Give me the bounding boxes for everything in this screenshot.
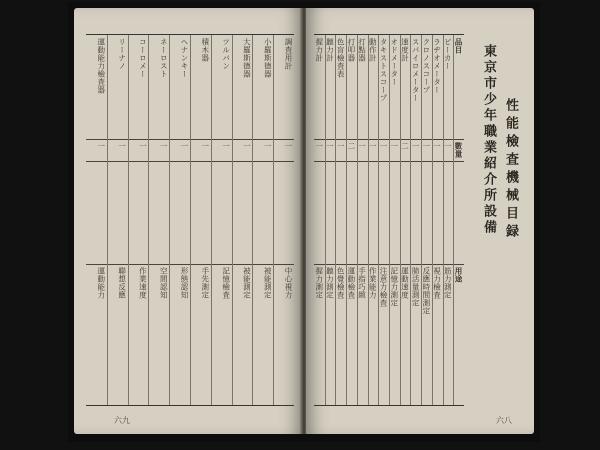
- right-folio: 六八: [496, 416, 512, 425]
- cell-use: 筋力測定: [443, 267, 453, 300]
- cell-use: 被能測定: [242, 267, 252, 300]
- cell-use: 運動速度: [400, 267, 410, 300]
- cell-name: ラヂオメーター: [432, 38, 442, 94]
- cell-name: 大羅斯德器: [242, 38, 252, 78]
- column-divider: [273, 35, 274, 405]
- cell-count: 一: [443, 141, 453, 150]
- cell-count: 一: [314, 141, 324, 150]
- cell-count: 一: [336, 141, 346, 150]
- cell-use: 作業能力: [368, 267, 378, 300]
- title-line-2: 性能檢査機械目録: [503, 98, 518, 242]
- cell-name: 小羅斯德器: [263, 38, 273, 78]
- cell-name: 速度計: [400, 38, 410, 62]
- cell-name: ツルバン: [221, 38, 231, 70]
- cell-name: 色盲檢査表: [336, 38, 346, 78]
- cell-name: タキストスコープ: [378, 38, 388, 102]
- cell-name: 調査用計: [283, 38, 293, 70]
- column-divider: [128, 35, 129, 405]
- cell-name: ビーカー: [443, 38, 453, 70]
- cell-name: ヘナンキー: [179, 38, 189, 78]
- column-divider: [232, 35, 233, 405]
- column-divider: [169, 35, 170, 405]
- column-divider: [389, 35, 390, 405]
- column-divider: [148, 35, 149, 405]
- cell-name: 運動能力檢査器: [96, 38, 106, 94]
- header-use: 用途: [453, 267, 463, 284]
- cell-count: 一: [389, 141, 399, 150]
- cell-use: 記憶力測定: [389, 267, 399, 308]
- cell-count: 一: [179, 141, 189, 150]
- cell-name: スパイロメーター: [411, 38, 421, 102]
- cell-count: 一: [283, 141, 293, 150]
- column-divider: [400, 35, 401, 405]
- cell-name: オドメーター: [389, 38, 399, 86]
- cell-count: 一: [263, 141, 273, 150]
- cell-use: 空間認知: [159, 267, 169, 300]
- cell-name: クロノスコープ: [421, 38, 431, 94]
- cell-use: 肺活量測定: [411, 267, 421, 308]
- cell-count: 一: [242, 141, 252, 150]
- column-divider: [107, 35, 108, 405]
- cell-count: 一: [159, 141, 169, 150]
- cell-use: 作業速度: [138, 267, 148, 300]
- column-divider: [335, 35, 336, 405]
- open-book: [68, 2, 540, 442]
- cell-use: 形態認知: [179, 267, 189, 300]
- cell-use: 反應時間測定: [421, 267, 431, 316]
- cell-name: 聽力計: [325, 38, 335, 62]
- cell-name: 握力計: [314, 38, 324, 62]
- column-divider: [368, 35, 369, 405]
- cell-use: 記憶檢査: [221, 267, 231, 300]
- column-divider: [357, 35, 358, 405]
- cell-count: 二: [400, 141, 410, 150]
- cell-name: 打叩器: [346, 38, 356, 62]
- cell-count: 一: [117, 141, 127, 150]
- cell-count: 一: [138, 141, 148, 150]
- left-page: [74, 8, 302, 434]
- right-table: [314, 34, 464, 406]
- cell-count: 一: [96, 141, 106, 150]
- title-line-1: 東京市少年職業紹介所設備: [481, 44, 496, 236]
- header-count: 數量: [453, 141, 463, 158]
- column-divider: [252, 35, 253, 405]
- cell-name: ネーロスト: [159, 38, 169, 78]
- cell-use: 握力測定: [314, 267, 324, 300]
- column-divider: [443, 35, 444, 405]
- cell-count: 一: [378, 141, 388, 150]
- right-page: [306, 8, 534, 434]
- title-block: [468, 38, 526, 398]
- cell-use: 聯想反應: [117, 267, 127, 300]
- column-divider: [453, 35, 454, 405]
- cell-count: 一: [200, 141, 210, 150]
- column-divider: [325, 35, 326, 405]
- cell-use: 中心視力: [283, 267, 293, 300]
- cell-count: 一: [368, 141, 378, 150]
- cell-use: 視力檢査: [432, 267, 442, 300]
- cell-count: 一: [432, 141, 442, 150]
- cell-use: 運動能力: [96, 267, 106, 300]
- cell-name: 動作計: [368, 38, 378, 62]
- cell-use: 手指巧緻: [357, 267, 367, 300]
- cell-name: 打點器: [357, 38, 367, 62]
- cell-count: 一: [421, 141, 431, 150]
- cell-name: コーロメー: [138, 38, 148, 78]
- header-name: 品目: [453, 38, 463, 54]
- column-divider: [211, 35, 212, 405]
- cell-use: 運動檢査: [346, 267, 356, 300]
- cell-count: 二: [346, 141, 356, 150]
- cell-use: 注意力檢査: [378, 267, 388, 308]
- cell-count: 一: [325, 141, 335, 150]
- cell-use: 聽力測定: [325, 267, 335, 300]
- cell-use: 手先測定: [200, 267, 210, 300]
- cell-count: 一: [357, 141, 367, 150]
- cell-count: 一: [411, 141, 421, 150]
- cell-name: 積木器: [200, 38, 210, 62]
- left-table: [86, 34, 294, 406]
- column-divider: [346, 35, 347, 405]
- column-divider: [190, 35, 191, 405]
- left-folio: 六九: [114, 416, 130, 425]
- cell-count: 一: [221, 141, 231, 150]
- cell-use: 色覺檢査: [336, 267, 346, 300]
- cell-name: リーナノ: [117, 38, 127, 70]
- cell-use: 被能測定: [263, 267, 273, 300]
